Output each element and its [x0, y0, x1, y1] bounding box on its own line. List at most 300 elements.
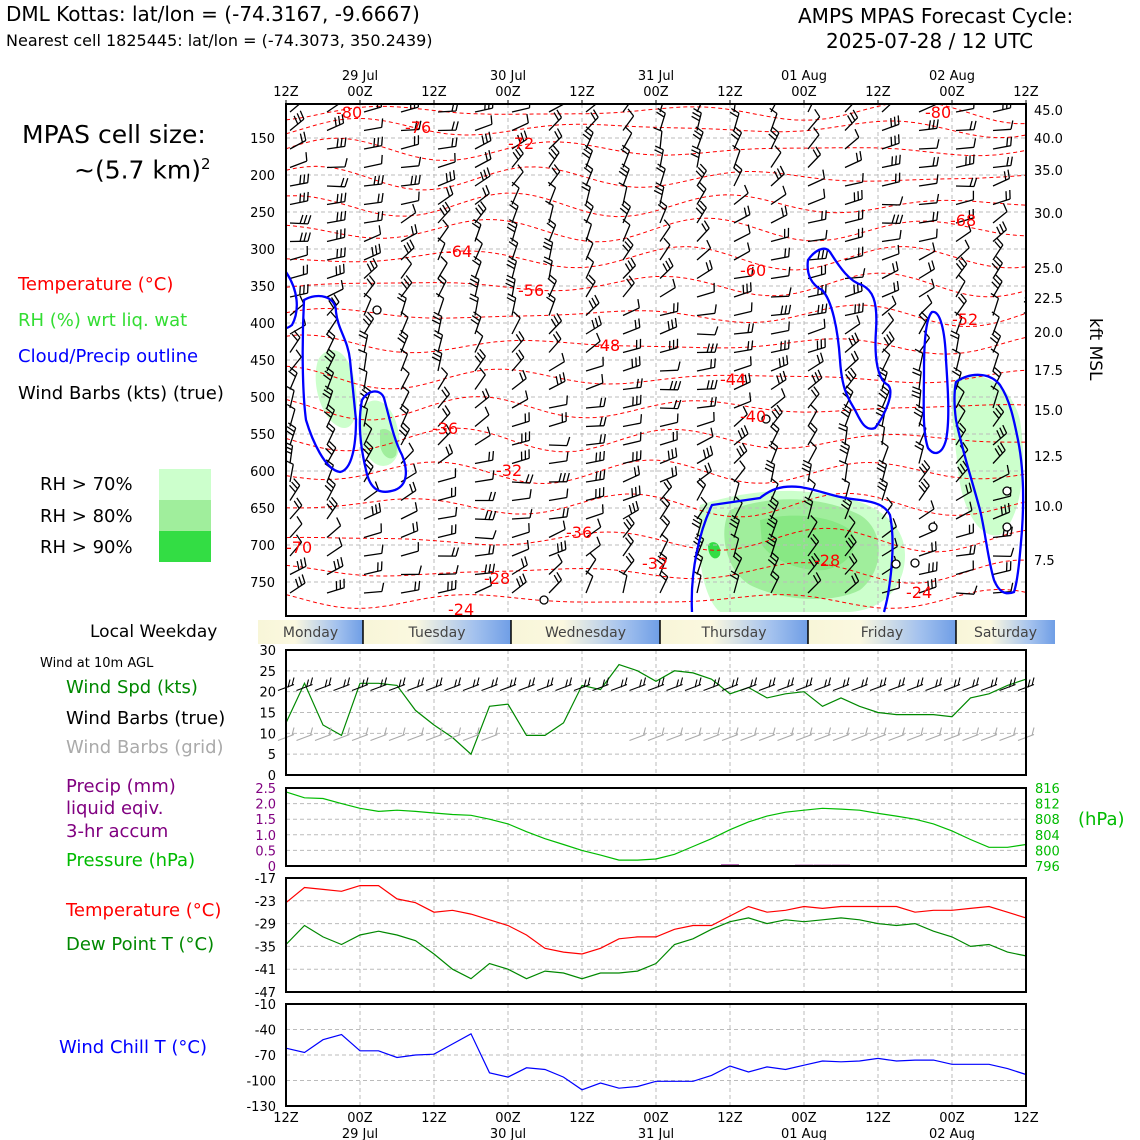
temperature-contour-label: -24	[906, 583, 933, 602]
wind-barb	[364, 583, 384, 593]
wind-barb	[475, 389, 489, 409]
precip-accum-label: 3-hr accum	[66, 821, 169, 842]
wind-barb	[549, 146, 559, 168]
wind-barb	[398, 330, 408, 352]
wind-barb	[475, 451, 493, 463]
wind-barb	[327, 193, 346, 205]
wind-barb	[290, 192, 308, 205]
legend-cloud: Cloud/Precip outline	[18, 346, 199, 367]
forecast-cycle: 2025-07-28 / 12 UTC	[826, 29, 1034, 53]
wind-barb	[364, 211, 383, 223]
nearest-cell-title: Nearest cell 1825445: lat/lon = (-74.3073, 350.2439)	[6, 31, 433, 50]
panel-y-tick: 0	[267, 860, 276, 875]
weekday-name: Tuesday	[408, 625, 466, 641]
wind-barb	[1030, 185, 1044, 205]
wind-barb	[549, 554, 562, 574]
wind-barb	[1030, 527, 1049, 538]
kft-axis-title: kft MSL	[1085, 318, 1105, 381]
panel-y-tick: 20	[259, 685, 276, 701]
wind-barb	[327, 264, 344, 279]
wind-barb	[475, 530, 496, 539]
wind-barb	[882, 281, 899, 297]
panel-y-tick: -29	[254, 917, 276, 933]
legend-rh70: RH > 70%	[40, 474, 133, 495]
wind-barb	[919, 139, 939, 149]
wind-barb	[808, 189, 825, 205]
wind-barb	[623, 486, 640, 501]
temperature-contour-label: -28	[814, 551, 841, 570]
legend-rh80: RH > 80%	[40, 506, 133, 527]
wind-barb	[734, 323, 753, 334]
legend-rh90: RH > 90%	[40, 537, 133, 558]
surface-wind-barb	[408, 678, 424, 691]
bottom-time-tick: 12Z	[717, 1111, 743, 1126]
wind-barb	[549, 110, 562, 131]
wind-barb	[438, 220, 448, 242]
wind-barb	[841, 404, 851, 426]
wind-barb	[401, 257, 412, 279]
wind-barb	[1030, 426, 1044, 445]
temperature-contour-label: -48	[594, 336, 621, 355]
pressure-tick-label: 250	[250, 206, 275, 221]
wind-barb	[512, 556, 527, 574]
surface-wind-barb	[741, 678, 757, 691]
time-series-panels	[246, 644, 1059, 1115]
surface-wind-barb	[981, 678, 997, 691]
bottom-time-tick: 00Z	[643, 1111, 669, 1126]
surface-wind-barb	[815, 678, 831, 691]
wind-barb	[512, 574, 526, 593]
height-tick-label: 30.0	[1034, 207, 1063, 222]
wind-barb	[472, 256, 481, 278]
top-date-label: 29 Jul	[341, 69, 379, 84]
pressure-tick-label: 300	[250, 243, 275, 258]
wind-barb	[734, 185, 748, 205]
wind-barb	[660, 362, 680, 372]
weekday-label: Local Weekday	[90, 622, 218, 642]
wind-barb	[438, 202, 450, 223]
wind-barb	[956, 545, 975, 556]
wind-barb	[549, 521, 565, 538]
marker-circle	[1003, 523, 1011, 531]
wind-barb	[771, 228, 789, 242]
temperature-contour-label: -36	[432, 419, 459, 438]
wind-barb	[586, 417, 606, 427]
bottom-date-label: 01 Aug	[780, 1127, 828, 1140]
wind-barb	[734, 302, 752, 315]
temperature-panel-label: Temperature (°C)	[66, 900, 222, 921]
wind-barb	[586, 110, 598, 131]
panel-y-tick: -70	[254, 1049, 276, 1064]
surface-wind-barb	[315, 678, 331, 691]
wind-barb	[882, 115, 899, 130]
wind-barb	[660, 431, 677, 445]
weekday-name: Thursday	[701, 625, 767, 641]
wind-true-label: Wind Barbs (true)	[66, 708, 226, 729]
top-date-label: 02 Aug	[928, 69, 976, 84]
pressure-tick: 812	[1035, 797, 1060, 813]
bottom-time-tick: 12Z	[865, 1111, 891, 1126]
wind-barb	[771, 371, 786, 390]
wind-barb	[364, 503, 381, 519]
grid-wind-barb	[926, 728, 942, 741]
temperature-contour-label: -76	[405, 118, 432, 137]
surface-wind-barb	[334, 678, 350, 691]
wind-barb	[993, 548, 1014, 557]
panel-y-tick: -10	[254, 998, 276, 1013]
bottom-time-tick: 00Z	[347, 1111, 373, 1126]
wind-barb	[845, 110, 858, 131]
wind-barb	[364, 118, 383, 130]
temperature-contour-label: -72	[508, 134, 535, 153]
surface-wind-barb	[389, 678, 405, 691]
grid-wind-barb	[630, 728, 646, 741]
wind-barb	[512, 509, 532, 519]
temperature-contour-label: -28	[484, 569, 511, 588]
wind-barb	[660, 466, 677, 482]
wind-barb	[882, 296, 896, 316]
grid-wind-barb	[389, 728, 405, 741]
pressure-tick: 800	[1035, 844, 1060, 860]
pressure-tick-label: 750	[250, 576, 275, 591]
wind-barb	[327, 228, 345, 241]
wind-barb	[771, 267, 790, 279]
surface-wind-barb	[759, 678, 775, 691]
top-time-tick: 12Z	[273, 85, 299, 100]
wind-barb	[769, 441, 778, 463]
top-time-tick: 00Z	[347, 85, 373, 100]
wind-barb	[401, 464, 416, 482]
wind-barb	[512, 331, 524, 352]
wind-barb	[956, 121, 976, 131]
wind-barb	[401, 192, 419, 205]
panel-y-tick: 15	[259, 706, 276, 722]
panel-y-tick: -35	[254, 940, 276, 956]
height-tick-label: 20.0	[1034, 326, 1063, 341]
wind-barb	[956, 138, 976, 149]
wind-barb	[695, 90, 705, 112]
legend-wind: Wind Barbs (kts) (true)	[18, 383, 224, 404]
wind-barb	[919, 211, 938, 223]
panel-y-tick: -41	[254, 963, 276, 979]
temperature-contour-label: -56	[518, 281, 545, 300]
temperature-contour-label: -32	[642, 554, 669, 573]
pressure-tick: 816	[1035, 782, 1060, 797]
wind-barb	[290, 331, 300, 353]
wind-barb	[438, 547, 459, 556]
wind-barb	[290, 558, 306, 575]
wind-barb	[660, 302, 678, 315]
wind-panel-title: Wind at 10m AGL	[40, 656, 154, 671]
legend-temperature: Temperature (°C)	[18, 274, 174, 295]
wind-barb	[697, 412, 714, 427]
wind-barb	[549, 412, 566, 426]
wind-barb	[771, 305, 791, 316]
wind-barb	[845, 315, 860, 334]
wind-barb	[549, 489, 568, 501]
wind-barb	[401, 581, 420, 593]
wind-barb	[919, 261, 934, 279]
wind-barb	[290, 479, 300, 501]
wind-barb	[327, 537, 342, 556]
wind-barb	[808, 319, 825, 334]
wind-barb	[882, 215, 903, 224]
weekday-strip	[258, 620, 1055, 644]
pressure-label: Pressure (hPa)	[66, 850, 196, 871]
cloud-outline-5	[924, 312, 949, 453]
panel-y-tick: 5	[267, 748, 276, 764]
grid-wind-barb	[667, 728, 683, 741]
bottom-time-tick: 12Z	[1013, 1111, 1039, 1126]
bottom-date-label: 02 Aug	[928, 1127, 976, 1140]
wind-barb	[623, 258, 636, 279]
wind-barb	[438, 444, 453, 463]
wind-barb	[808, 147, 821, 168]
wind-barb	[808, 353, 823, 371]
top-time-tick: 12Z	[1013, 85, 1039, 100]
panel-y-tick: -17	[254, 872, 276, 887]
wind-barb	[660, 258, 673, 278]
pressure-tick-label: 600	[250, 465, 275, 480]
wind-barb	[401, 502, 417, 519]
panel-y-tick: 1.5	[255, 813, 276, 829]
wind-barb	[956, 191, 973, 205]
grid-wind-barb	[907, 728, 923, 741]
wind-barb	[438, 468, 456, 482]
wind-barb	[512, 99, 530, 112]
height-tick-label: 17.5	[1034, 364, 1063, 379]
panel-y-tick: 25	[259, 664, 276, 680]
wind-barb	[697, 183, 706, 205]
wind-barb	[584, 219, 592, 241]
wind-barbs	[283, 90, 1050, 594]
wind-barb	[586, 398, 606, 408]
top-time-tick: 00Z	[495, 85, 521, 100]
cell-size-number: ~(5.7 km)	[74, 155, 201, 185]
wind-barb	[475, 115, 492, 130]
wind-barb	[364, 137, 382, 149]
grid-wind-barb	[889, 728, 905, 741]
wind-barb	[586, 357, 603, 371]
surface-wind-barb	[778, 678, 794, 691]
top-time-tick: 00Z	[643, 85, 669, 100]
wind-barb	[401, 98, 418, 112]
wind-barb	[919, 562, 937, 575]
grid-wind-barb	[833, 728, 849, 741]
grid-wind-barb	[315, 728, 331, 741]
wind-barb	[327, 280, 343, 297]
bottom-time-tick: 00Z	[939, 1111, 965, 1126]
wind-barb	[956, 100, 974, 113]
wind-barb	[882, 230, 901, 242]
wind-barb	[993, 157, 1012, 168]
wind-barb	[993, 137, 1012, 149]
wind-barb	[993, 222, 1007, 242]
temperature-contour-label: -80	[925, 103, 952, 122]
surface-wind-barb	[519, 678, 535, 691]
grid-wind-barb	[1000, 728, 1016, 741]
wind-barb	[623, 339, 641, 353]
surface-wind-barb	[963, 678, 979, 691]
top-time-tick: 12Z	[421, 85, 447, 100]
wind-speed-label: Wind Spd (kts)	[66, 677, 198, 698]
wind-barb	[808, 230, 827, 242]
wind-barb	[438, 170, 455, 186]
wind-barb	[765, 460, 775, 482]
weekday-name: Wednesday	[544, 625, 627, 641]
temperature-contour-label: -32	[496, 461, 523, 480]
wind-barb	[327, 158, 347, 167]
temperature-contour-label: -52	[952, 310, 979, 329]
wind-barb	[771, 146, 781, 168]
temperature-contour-label: -40	[740, 407, 767, 426]
temperature-contour-label: -36	[566, 523, 593, 542]
wind-barb	[401, 522, 418, 538]
wind-barb	[623, 299, 639, 315]
grid-wind-barb	[981, 728, 997, 741]
wind-barb	[919, 174, 938, 186]
height-tick-label: 7.5	[1034, 554, 1055, 569]
panel-y-tick: -23	[254, 894, 276, 910]
wind-barb	[919, 500, 934, 519]
wind-barb	[697, 221, 709, 242]
wind-barb	[364, 561, 382, 574]
wind-barb	[771, 355, 788, 371]
wind-barb	[401, 566, 421, 575]
wind-barb	[586, 504, 603, 519]
wind-barb	[912, 368, 921, 389]
grid-wind-barb	[297, 728, 313, 741]
panel-y-tick: -130	[246, 1100, 276, 1115]
wind-barb	[623, 466, 639, 482]
wind-barb	[549, 129, 562, 150]
surface-wind-barb	[445, 678, 461, 691]
wind-barb	[512, 412, 529, 426]
panel-y-tick: -47	[254, 986, 276, 1001]
wind-barb	[549, 541, 566, 556]
wind-barb	[657, 108, 666, 130]
wind-barb	[697, 428, 713, 445]
wind-barb	[956, 524, 973, 538]
wind-barb	[734, 282, 751, 297]
wind-barb	[327, 178, 348, 187]
panel-y-tick: -40	[254, 1023, 276, 1039]
wind-barb	[956, 586, 977, 595]
pressure-tick-label: 450	[250, 354, 275, 369]
pressure-tick: 796	[1035, 860, 1060, 875]
wind-barb	[660, 414, 678, 427]
pressure-tick-label: 500	[250, 391, 275, 406]
wind-barb	[734, 425, 748, 445]
pressure-tick-label: 400	[250, 317, 275, 332]
surface-wind-barb	[907, 678, 923, 691]
height-tick-label: 12.5	[1034, 450, 1063, 465]
wind-barb	[1030, 118, 1048, 131]
panel-y-tick: -100	[246, 1074, 276, 1090]
wind-barb	[919, 479, 929, 501]
wind-barb	[475, 545, 494, 556]
precip-label: Precip (mm)	[66, 776, 176, 797]
wind-barb	[697, 240, 711, 260]
height-tick-label: 15.0	[1034, 404, 1063, 419]
temperature-contour-label: -44	[720, 370, 747, 389]
panel-y-tick: 0.5	[255, 844, 276, 860]
surface-wind-barb	[463, 678, 479, 691]
wind-barb	[475, 150, 491, 167]
wind-barb	[734, 356, 751, 371]
forecast-title: AMPS MPAS Forecast Cycle:	[798, 4, 1074, 28]
wind-barb	[364, 545, 383, 557]
wind-barb	[771, 166, 784, 186]
wind-barb	[475, 168, 490, 187]
bottom-date-label: 31 Jul	[637, 1127, 675, 1140]
wind-barb	[1027, 238, 1037, 260]
wind-barb	[620, 201, 630, 223]
pressure-tick: 808	[1035, 813, 1060, 829]
weekday-name: Monday	[282, 625, 339, 641]
wind-barb	[438, 121, 458, 130]
bottom-date-label: 29 Jul	[341, 1127, 379, 1140]
wind-barb	[290, 246, 307, 260]
temperature-contour-label: -80	[336, 103, 363, 122]
pressure-unit-label: (hPa)	[1078, 809, 1125, 830]
wind-barb	[401, 204, 416, 223]
wind-barb	[919, 194, 939, 205]
wind-barb	[734, 392, 751, 408]
wind-barb	[549, 372, 565, 389]
wind-barb	[660, 448, 677, 464]
panel-y-tick: 0	[267, 769, 276, 784]
wind-barb	[475, 185, 489, 204]
top-time-tick: 12Z	[865, 85, 891, 100]
wind-barb	[438, 524, 456, 537]
wind-barb	[364, 523, 381, 537]
surface-wind-barb	[611, 678, 627, 691]
wind-barb	[586, 470, 605, 482]
weekday-name: Friday	[860, 625, 904, 641]
wind-barb	[808, 405, 817, 427]
pressure-tick-label: 650	[250, 502, 275, 517]
wind-barb	[697, 260, 712, 278]
bottom-time-tick: 12Z	[273, 1111, 299, 1126]
wind-barb	[623, 319, 640, 335]
wind-barb	[582, 145, 592, 167]
wind-barb	[327, 137, 346, 149]
grid-wind-barb	[704, 728, 720, 741]
wind-barb	[734, 443, 747, 464]
surface-wind-barb	[537, 678, 553, 691]
wind-barb	[364, 244, 380, 260]
bottom-time-tick: 12Z	[569, 1111, 595, 1126]
temperature-contour-label: -24	[448, 600, 475, 619]
wind-barb	[771, 340, 789, 353]
wind-barb	[697, 446, 713, 464]
wind-barb	[697, 380, 717, 390]
wind-barb	[1026, 331, 1034, 353]
grid-wind-barb	[778, 728, 794, 741]
surface-wind-barb	[852, 678, 868, 691]
wind-barb	[619, 164, 629, 186]
wind-barb	[475, 470, 494, 482]
marker-circle	[373, 306, 381, 314]
axis-labels	[250, 69, 1063, 1140]
wind-barb	[697, 326, 718, 335]
wind-barb	[549, 452, 568, 464]
wind-barb	[660, 279, 675, 297]
surface-wind-barb	[889, 678, 905, 691]
wind-barb	[364, 225, 381, 241]
wind-barb	[882, 155, 900, 168]
